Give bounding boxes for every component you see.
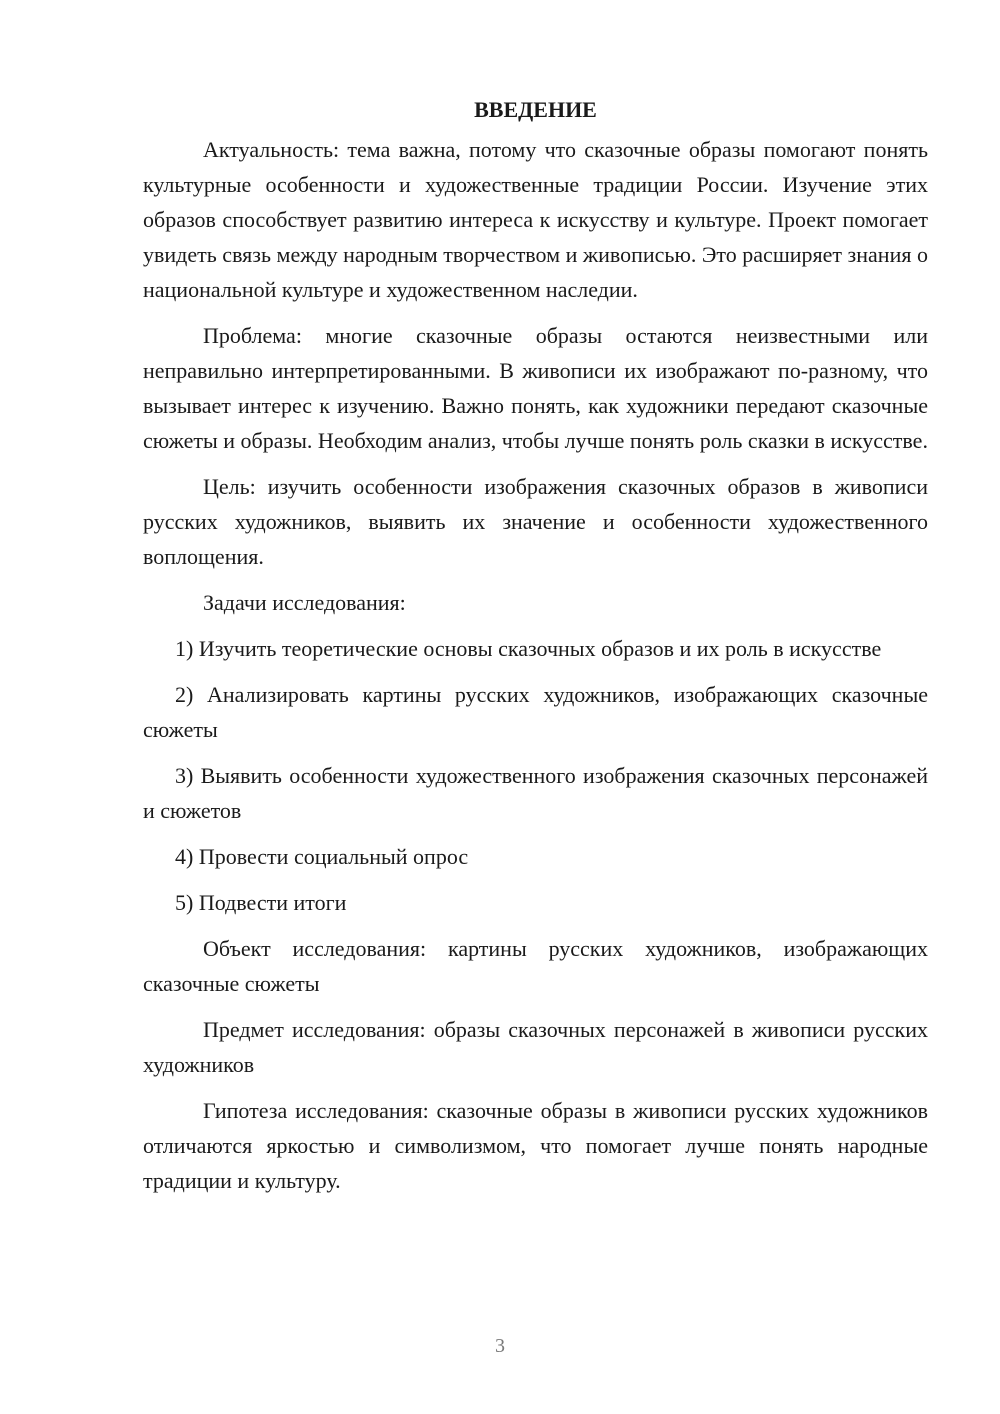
task-item-1: 1) Изучить теоретические основы сказочных образов и их роль в искусстве	[175, 636, 882, 661]
task-item-4: 4) Провести социальный опрос	[175, 844, 469, 869]
paragraph-tasks-heading: Задачи исследования:	[203, 590, 406, 615]
task-item-2: 2) Анализировать картины русских художников, изображающих сказочные сюжеты	[143, 682, 928, 742]
paragraph-object: Объект исследования: картины русских художников, изображающих сказочные сюжеты	[143, 936, 928, 996]
paragraph-goal: Цель: изучить особенности изображения сказочных образов в живописи русских художников, выявить их значение и особенности художественного воплощения.	[143, 474, 928, 569]
task-item-5: 5) Подвести итоги	[175, 890, 347, 915]
paragraph-subject: Предмет исследования: образы сказочных персонажей в живописи русских художников	[143, 1017, 928, 1077]
document-page	[143, 92, 928, 1209]
task-item-3: 3) Выявить особенности художественного изображения сказочных персонажей и сюжетов	[143, 763, 928, 823]
paragraph-problem: Проблема: многие сказочные образы остаются неизвестными или неправильно интерпретированными. В живописи их изображают по-разному, что вызывает интерес к изучению. Важно понять, как художники передают сказочные сюжеты и образы. Необходим анализ, чтобы лучше понять роль сказки в искусстве.	[143, 323, 928, 453]
page-title: ВВЕДЕНИЕ	[474, 97, 597, 122]
page-number: 3	[495, 1335, 505, 1357]
paragraph-relevance: Актуальность: тема важна, потому что сказочные образы помогают понять культурные особенности и художественные традиции России. Изучение этих образов способствует развитию интереса к искусству и культуре. Проект помогает увидеть связь между народным творчеством и живописью. Это расширяет знания о национальной культуре и художественном наследии.	[143, 137, 928, 302]
paragraph-hypothesis: Гипотеза исследования: сказочные образы в живописи русских художников отличаются яркостью и символизмом, что помогает лучше понять народные традиции и культуру.	[143, 1098, 928, 1193]
